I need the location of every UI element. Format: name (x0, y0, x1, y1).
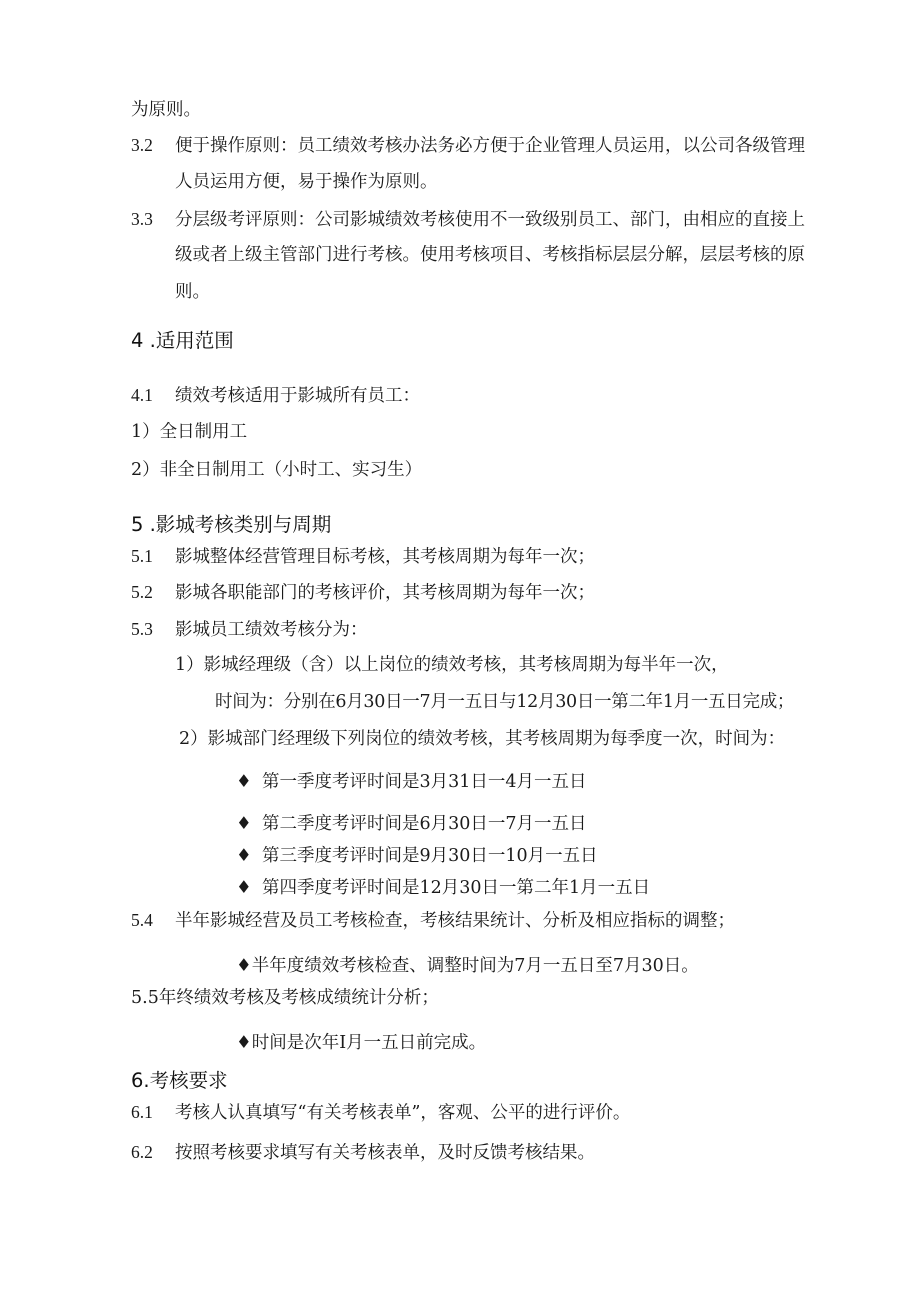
line-text: 人员运用方便，易于操作为原则。 (175, 172, 438, 192)
clause-number: 6.1 (131, 1102, 153, 1122)
clause-number: 4.1 (131, 385, 153, 405)
line-text: 时间为：分别在6月30日一7月一五日与12月30日一第二年1月一五日完成； (215, 692, 795, 712)
line-text: 第二季度考评时间是6月30日一7月一五日 (262, 814, 587, 834)
line-text: 1）全日制用工 (131, 422, 248, 442)
line-text: 第一季度考评时间是3月31日一4月一五日 (262, 772, 587, 792)
line-text: 1）影城经理级（含）以上岗位的绩效考核，其考核周期为每半年一次， (175, 655, 729, 675)
clause-5-1 (131, 544, 595, 569)
clause-3-3 (131, 207, 805, 232)
clause-5-3 (131, 617, 368, 642)
clause-number: 3.2 (131, 135, 153, 155)
line-text: 2）影城部门经理级下列岗位的绩效考核，其考核周期为每季度一次，时间为： (179, 729, 786, 749)
bullet-item (236, 844, 598, 868)
section-heading-4: 4 .适用范围 (131, 329, 234, 352)
section-heading-5: 5 .影城考核类别与周期 (131, 513, 332, 536)
clause-number: 3.3 (131, 209, 153, 229)
line-text: 按照考核要求填写有关考核表单，及时反馈考核结果。 (175, 1143, 595, 1163)
diamond-bullet-icon: ♦ (236, 878, 252, 898)
clause-6-2 (131, 1140, 595, 1165)
line-text: 便于操作原则：员工绩效考核办法务必方便于企业管理人员运用，以公司各级管理 (175, 136, 805, 156)
clause-number: 5.1 (131, 546, 153, 566)
diamond-bullet-icon: ♦ (236, 956, 252, 976)
bullet-item (236, 876, 650, 900)
bullet-item (236, 770, 587, 794)
clause-number: 5.3 (131, 619, 153, 639)
clause-5-5 (131, 986, 439, 1010)
list-item (179, 727, 785, 751)
line-text: 绩效考核适用于影城所有员工： (175, 386, 420, 406)
line-text: 半年影城经营及员工考核检查，考核结果统计、分析及相应指标的调整； (175, 911, 735, 931)
bullet-item (236, 1031, 486, 1055)
line-text: 分层级考评原则：公司影城绩效考核使用不一致级别员工、部门，由相应的直接上 (175, 210, 805, 230)
list-item (131, 420, 247, 444)
list-item (175, 653, 729, 677)
line-text: 半年度绩效考核检查、调整时间为7月一五日至7月30日。 (251, 956, 699, 976)
line-text: 5.5年终绩效考核及考核成绩统计分析； (131, 988, 439, 1008)
line-text: 影城整体经营管理目标考核，其考核周期为每年一次； (175, 547, 595, 567)
text-line (175, 243, 805, 267)
clause-6-1 (131, 1100, 630, 1125)
clause-5-4 (131, 908, 735, 933)
line-text: 2）非全日制用工（小时工、实习生） (131, 460, 423, 480)
clause-5-2 (131, 580, 595, 605)
diamond-bullet-icon: ♦ (236, 772, 252, 792)
clause-4-1 (131, 383, 420, 408)
text-line (131, 98, 201, 122)
line-text: 考核人认真填写“有关考核表单”，客观、公平的进行评价。 (175, 1103, 631, 1123)
line-text: 第三季度考评时间是9月30日一10月一五日 (262, 846, 598, 866)
line-text: 为原则。 (131, 100, 201, 120)
text-line (175, 280, 210, 304)
clause-number: 5.2 (131, 582, 153, 602)
line-text: 第四季度考评时间是12月30日一第二年1月一五日 (262, 878, 651, 898)
section-heading-6: 6.考核要求 (131, 1069, 228, 1092)
bullet-item (236, 954, 699, 978)
text-line (215, 690, 794, 714)
line-text: 影城各职能部门的考核评价，其考核周期为每年一次； (175, 583, 595, 603)
text-line (175, 170, 438, 194)
list-item (131, 458, 422, 482)
line-text: 影城员工绩效考核分为： (175, 620, 368, 640)
clause-3-2 (131, 133, 805, 158)
diamond-bullet-icon: ♦ (236, 814, 252, 834)
bullet-item (236, 812, 587, 836)
line-text: 时间是次年I月一五日前完成。 (251, 1033, 487, 1053)
clause-number: 5.4 (131, 910, 153, 930)
line-text: 则。 (175, 282, 210, 302)
diamond-bullet-icon: ♦ (236, 1033, 252, 1053)
diamond-bullet-icon: ♦ (236, 846, 252, 866)
line-text: 级或者上级主管部门进行考核。使用考核项目、考核指标层层分解，层层考核的原 (175, 245, 805, 265)
clause-number: 6.2 (131, 1142, 153, 1162)
